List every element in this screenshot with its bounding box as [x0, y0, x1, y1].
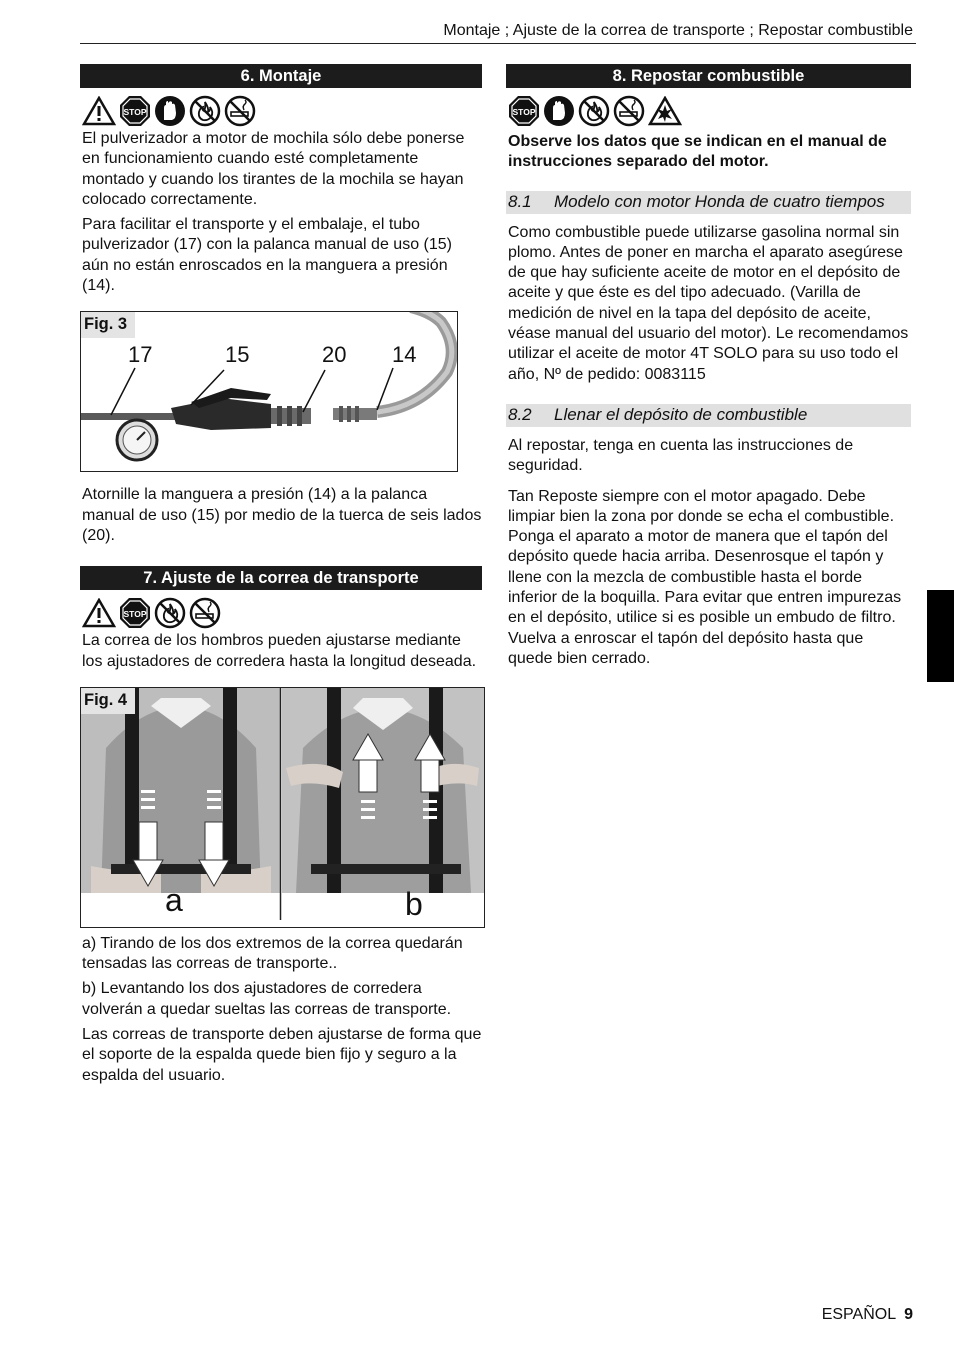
callout-14: 14: [392, 342, 417, 368]
figure-4-panel-a-label: a: [165, 881, 183, 918]
section-6-title: 6. Montaje: [80, 64, 482, 88]
figure-4-illustration: [81, 688, 484, 927]
section-6-paragraph-3: Atornille la manguera a presión (14) a la palanca manual de uso (15) por medio de la tuerca de seis lados (20).: [82, 486, 482, 544]
section-7-paragraph-3: b) Levantando los dos ajustadores de corredera volverán a quedar sueltas las correas de transporte.: [82, 980, 452, 1018]
figure-3-label: Fig. 3: [81, 312, 135, 338]
callout-15: 15: [225, 342, 250, 368]
section-7-paragraph-4: Las correas de transporte deben ajustarse de forma que el soporte de la espalda quede bien fijo y seguro a la espalda del usuario.: [82, 1026, 482, 1084]
warning-triangle-icon: [82, 598, 116, 628]
no-fire-icon: [154, 597, 186, 629]
figure-4-panel-b-label: b: [405, 885, 423, 922]
subsection-8-1-title: Modelo con motor Honda de cuatro tiempos: [554, 191, 885, 211]
subsection-8-2-heading: [506, 404, 911, 427]
svg-text:STOP: STOP: [123, 609, 147, 620]
footer-language: ESPAÑOL: [821, 1306, 897, 1323]
callout-17: 17: [128, 342, 153, 368]
section-6-icons: [80, 94, 482, 128]
stop-sign-icon: [119, 95, 151, 127]
no-fire-icon: [189, 95, 221, 127]
svg-text:STOP: STOP: [512, 107, 536, 117]
section-8-title: 8. Repostar combustible: [506, 64, 911, 88]
left-column: [80, 64, 482, 1086]
section-8-icons: [506, 94, 911, 128]
running-header: Montaje ; Ajuste de la correa de transporte ; Repostar combustible: [443, 22, 913, 39]
subsection-8-1-number: 8.1: [508, 191, 532, 211]
section-7-paragraph-2: a) Tirando de los dos extremos de la correa quedarán tensadas las correas de transporte..: [82, 934, 463, 973]
figure-4: [80, 687, 485, 928]
svg-text:STOP: STOP: [123, 107, 147, 117]
section-7-paragraph-1: La correa de los hombros pueden ajustarse mediante los ajustadores de corredera hasta la longitud deseada.: [82, 632, 477, 670]
gloves-icon: [543, 95, 575, 127]
section-6-paragraph-2: Para facilitar el transporte y el embalaje, el tubo pulverizador (17) con la palanca manual de uso (15) aún no están enroscados en la manguera a presión (14).: [82, 216, 452, 295]
stop-sign-icon: [508, 95, 540, 127]
header-rule: [80, 43, 916, 44]
subsection-8-1-heading: [506, 191, 911, 214]
warning-triangle-icon: [82, 96, 116, 126]
section-6-paragraph-1: El pulverizador a motor de mochila sólo debe ponerse en funcionamiento cuando esté completamente montado y cuando los tirantes de la mochila se hayan colocado correctamente.: [82, 130, 465, 208]
subsection-8-2-number: 8.2: [508, 404, 532, 424]
section-7-icons: [80, 596, 482, 630]
subsection-8-2-paragraph-1: Al repostar, tenga en cuenta las instrucciones de seguridad.: [508, 436, 854, 475]
no-smoking-icon: [224, 95, 256, 127]
right-column: [506, 64, 911, 669]
section-8-intro: Observe los datos que se indican en el manual de instrucciones separado del motor.: [508, 133, 887, 171]
stop-sign-icon: [119, 597, 151, 629]
no-smoking-icon: [189, 597, 221, 629]
subsection-8-2-paragraph-2: Tan Reposte siempre con el motor apagado. Debe limpiar bien la zona por donde se echa el combustible. Ponga el aparato a motor de manera que el tapón del depósito quede hacia arriba. Desenrosque el tapón y llene con la mezcla de combustible hasta el borde inferior de la boquilla. Para evitar que entren impurezas en el depósito, utilice si es posible un embudo de filtro. Vuelva a enroscar el tapón del depósito hasta que quede bien cerrado.: [508, 487, 902, 667]
figure-4-label: Fig. 4: [81, 688, 135, 714]
subsection-8-1-paragraph: Como combustible puede utilizarse gasolina normal sin plomo. Antes de poner en marcha el aparato asegúrese de que hay suficiente aceite de motor en el depósito de aceite y que éste es del tipo adecuado. (Varilla de medición de nivel en la tapa del depósito de aceite, véase manual del usuario del motor). Le recomendamos utilizar el aceite de motor 4T SOLO para su uso todo el año, Nº de pedido: 0083115: [508, 223, 909, 383]
no-fire-icon: [578, 95, 610, 127]
page-footer: [822, 1306, 913, 1324]
language-side-tab: [927, 590, 954, 682]
explosion-warning-icon: [648, 96, 682, 126]
no-smoking-icon: [613, 95, 645, 127]
subsection-8-2-title: Llenar el depósito de combustible: [554, 404, 808, 424]
page-number: 9: [904, 1306, 913, 1323]
gloves-icon: [154, 95, 186, 127]
figure-3-illustration: [81, 312, 457, 471]
figure-3: [80, 311, 458, 472]
section-7-title: 7. Ajuste de la correa de transporte: [80, 566, 482, 590]
callout-20: 20: [322, 342, 347, 368]
